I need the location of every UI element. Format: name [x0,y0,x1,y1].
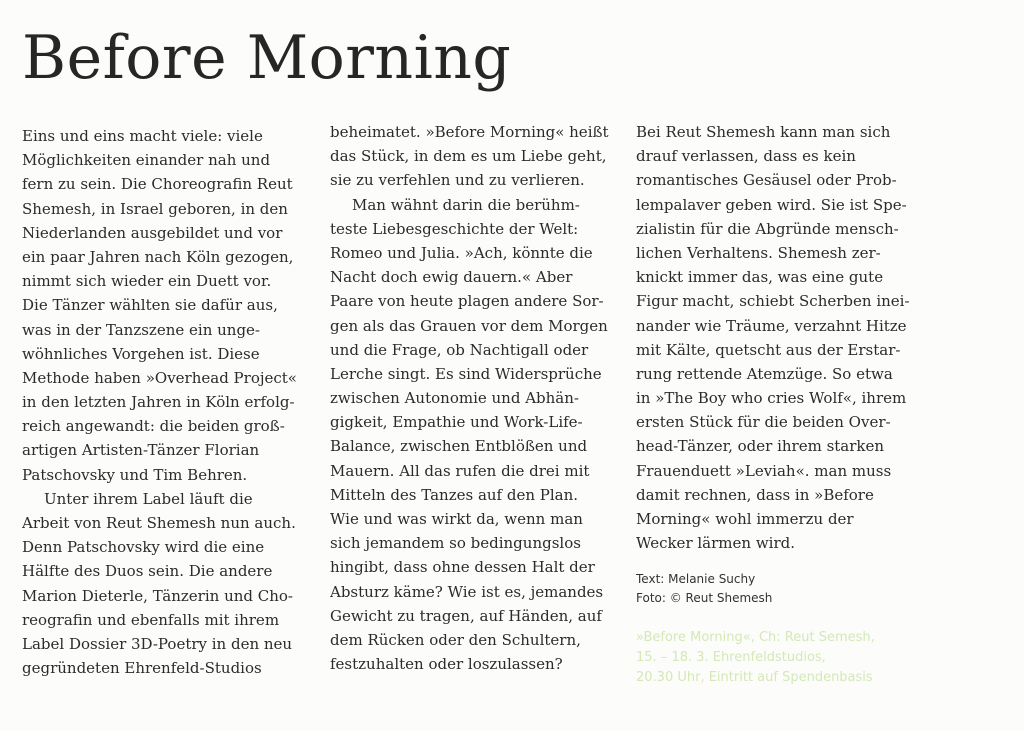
text-line: Frauenduett »Leviah«. man muss [636,461,892,480]
event-info-line: 20.30 Uhr, Eintritt auf Spendenbasis [636,670,873,685]
text-line: Unter ihrem Label läuft die [44,489,253,508]
text-line: Romeo und Julia. »Ach, könnte die [330,243,593,262]
text-line: reografin und ebenfalls mit ihrem [22,610,280,629]
text-line: teste Liebesgeschichte der Welt: [330,219,579,238]
text-line: was in der Tanzszene ein unge- [22,320,260,339]
text-line: Wie und was wirkt da, wenn man [330,510,583,528]
article-column-1 [22,124,312,680]
text-line: Mitteln des Tanzes auf den Plan. [330,485,579,504]
text-line: mit Kälte, quetscht aus der Erstar- [636,340,901,359]
text-line: in »The Boy who cries Wolf«, ihrem [636,389,907,408]
text-line: lempalaver geben wird. Sie ist Spe- [636,195,907,214]
text-line: zialistin für die Abgründe mensch- [636,219,899,238]
text-line: gen als das Grauen vor dem Morgen [330,316,608,335]
text-line: gegründeten Ehrenfeld-Studios [22,659,262,678]
text-line: beheimatet. »Before Morning« heißt [330,123,609,141]
text-line: festzuhalten oder loszulassen? [330,655,563,674]
text-line: Marion Dieterle, Tänzerin und Cho- [22,586,293,605]
text-line: Man wähnt darin die berühm- [352,195,580,214]
text-line: Morning« wohl immerzu der [636,510,854,528]
event-info [636,628,875,688]
text-line: lichen Verhaltens. Shemesh zer- [636,243,881,262]
text-line: Paare von heute plagen andere Sor- [330,292,604,311]
photo-credit: Foto: © Reut Shemesh [636,591,773,605]
text-line: rung rettende Atemzüge. So etwa [636,364,893,383]
text-line: fern zu sein. Die Choreografin Reut [22,175,293,194]
text-line: sich jemandem so bedingungslos [330,534,581,553]
text-line: Shemesh, in Israel geboren, in den [22,199,288,218]
text-line: Wecker lärmen wird. [636,534,795,553]
text-line: das Stück, in dem es um Liebe geht, [330,147,607,166]
text-line: Label Dossier 3D-Poetry in den neu [22,634,293,653]
text-line: artigen Artisten-Tänzer Florian [22,441,260,460]
text-line: Die Tänzer wählten sie dafür aus, [22,296,278,315]
text-line: Nacht doch ewig dauern.« Aber [330,268,573,287]
text-line: dem Rücken oder den Schultern, [330,630,581,649]
text-line: zwischen Autonomie und Abhän- [330,389,579,408]
text-line: nander wie Träume, verzahnt Hitze [636,316,907,335]
text-line: Balance, zwischen Entblößen und [330,437,588,456]
text-line: Niederlanden ausgebildet und vor [22,223,283,242]
event-info-line: 15. – 18. 3. Ehrenfeldstudios, [636,650,826,665]
text-line: Denn Patschovsky wird die eine [22,538,265,557]
text-line: und die Frage, ob Nachtigall oder [330,340,589,359]
text-line: Mauern. All das rufen die drei mit [330,461,590,480]
article-column-3 [636,120,926,555]
credits [636,570,772,608]
text-line: ersten Stück für die beiden Over- [636,413,891,432]
text-line: drauf verlassen, dass es kein [636,147,856,166]
text-line: romantisches Gesäusel oder Prob- [636,171,897,190]
text-line: sie zu verfehlen und zu verlieren. [330,171,585,190]
text-credit: Text: Melanie Suchy [636,572,756,586]
text-line: wöhnliches Vorgehen ist. Diese [22,344,260,363]
article-title: Before Morning [22,23,512,93]
text-line: reich angewandt: die beiden groß- [22,417,285,436]
text-line: Arbeit von Reut Shemesh nun auch. [22,514,296,532]
text-line: ein paar Jahren nach Köln gezogen, [22,247,294,266]
text-line: damit rechnen, dass in »Before [636,485,874,504]
text-line: knickt immer das, was eine gute [636,268,884,287]
text-line: Hälfte des Duos sein. Die andere [22,562,273,581]
text-line: Absturz käme? Wie ist es, jemandes [330,582,604,601]
text-line: Figur macht, schiebt Scherben inei- [636,292,910,311]
text-line: in den letzten Jahren in Köln erfolg- [22,393,295,412]
text-line: hingibt, dass ohne dessen Halt der [330,558,595,577]
text-line: Gewicht zu tragen, auf Händen, auf [330,606,602,625]
text-line: Eins und eins macht viele: viele [22,127,263,145]
text-line: Methode haben »Overhead Project« [22,368,297,387]
text-line: nimmt sich wieder ein Duett vor. [22,272,272,291]
article-column-2 [330,120,620,676]
text-line: Bei Reut Shemesh kann man sich [636,123,891,141]
text-line: Lerche singt. Es sind Widersprüche [330,364,602,383]
text-line: head-Tänzer, oder ihrem starken [636,437,885,456]
text-line: Möglichkeiten einander nah und [22,151,271,170]
text-line: Patschovsky und Tim Behren. [22,465,248,484]
text-line: gigkeit, Empathie und Work-Life- [330,413,583,432]
event-info-line: »Before Morning«, Ch: Reut Semesh, [636,630,875,645]
